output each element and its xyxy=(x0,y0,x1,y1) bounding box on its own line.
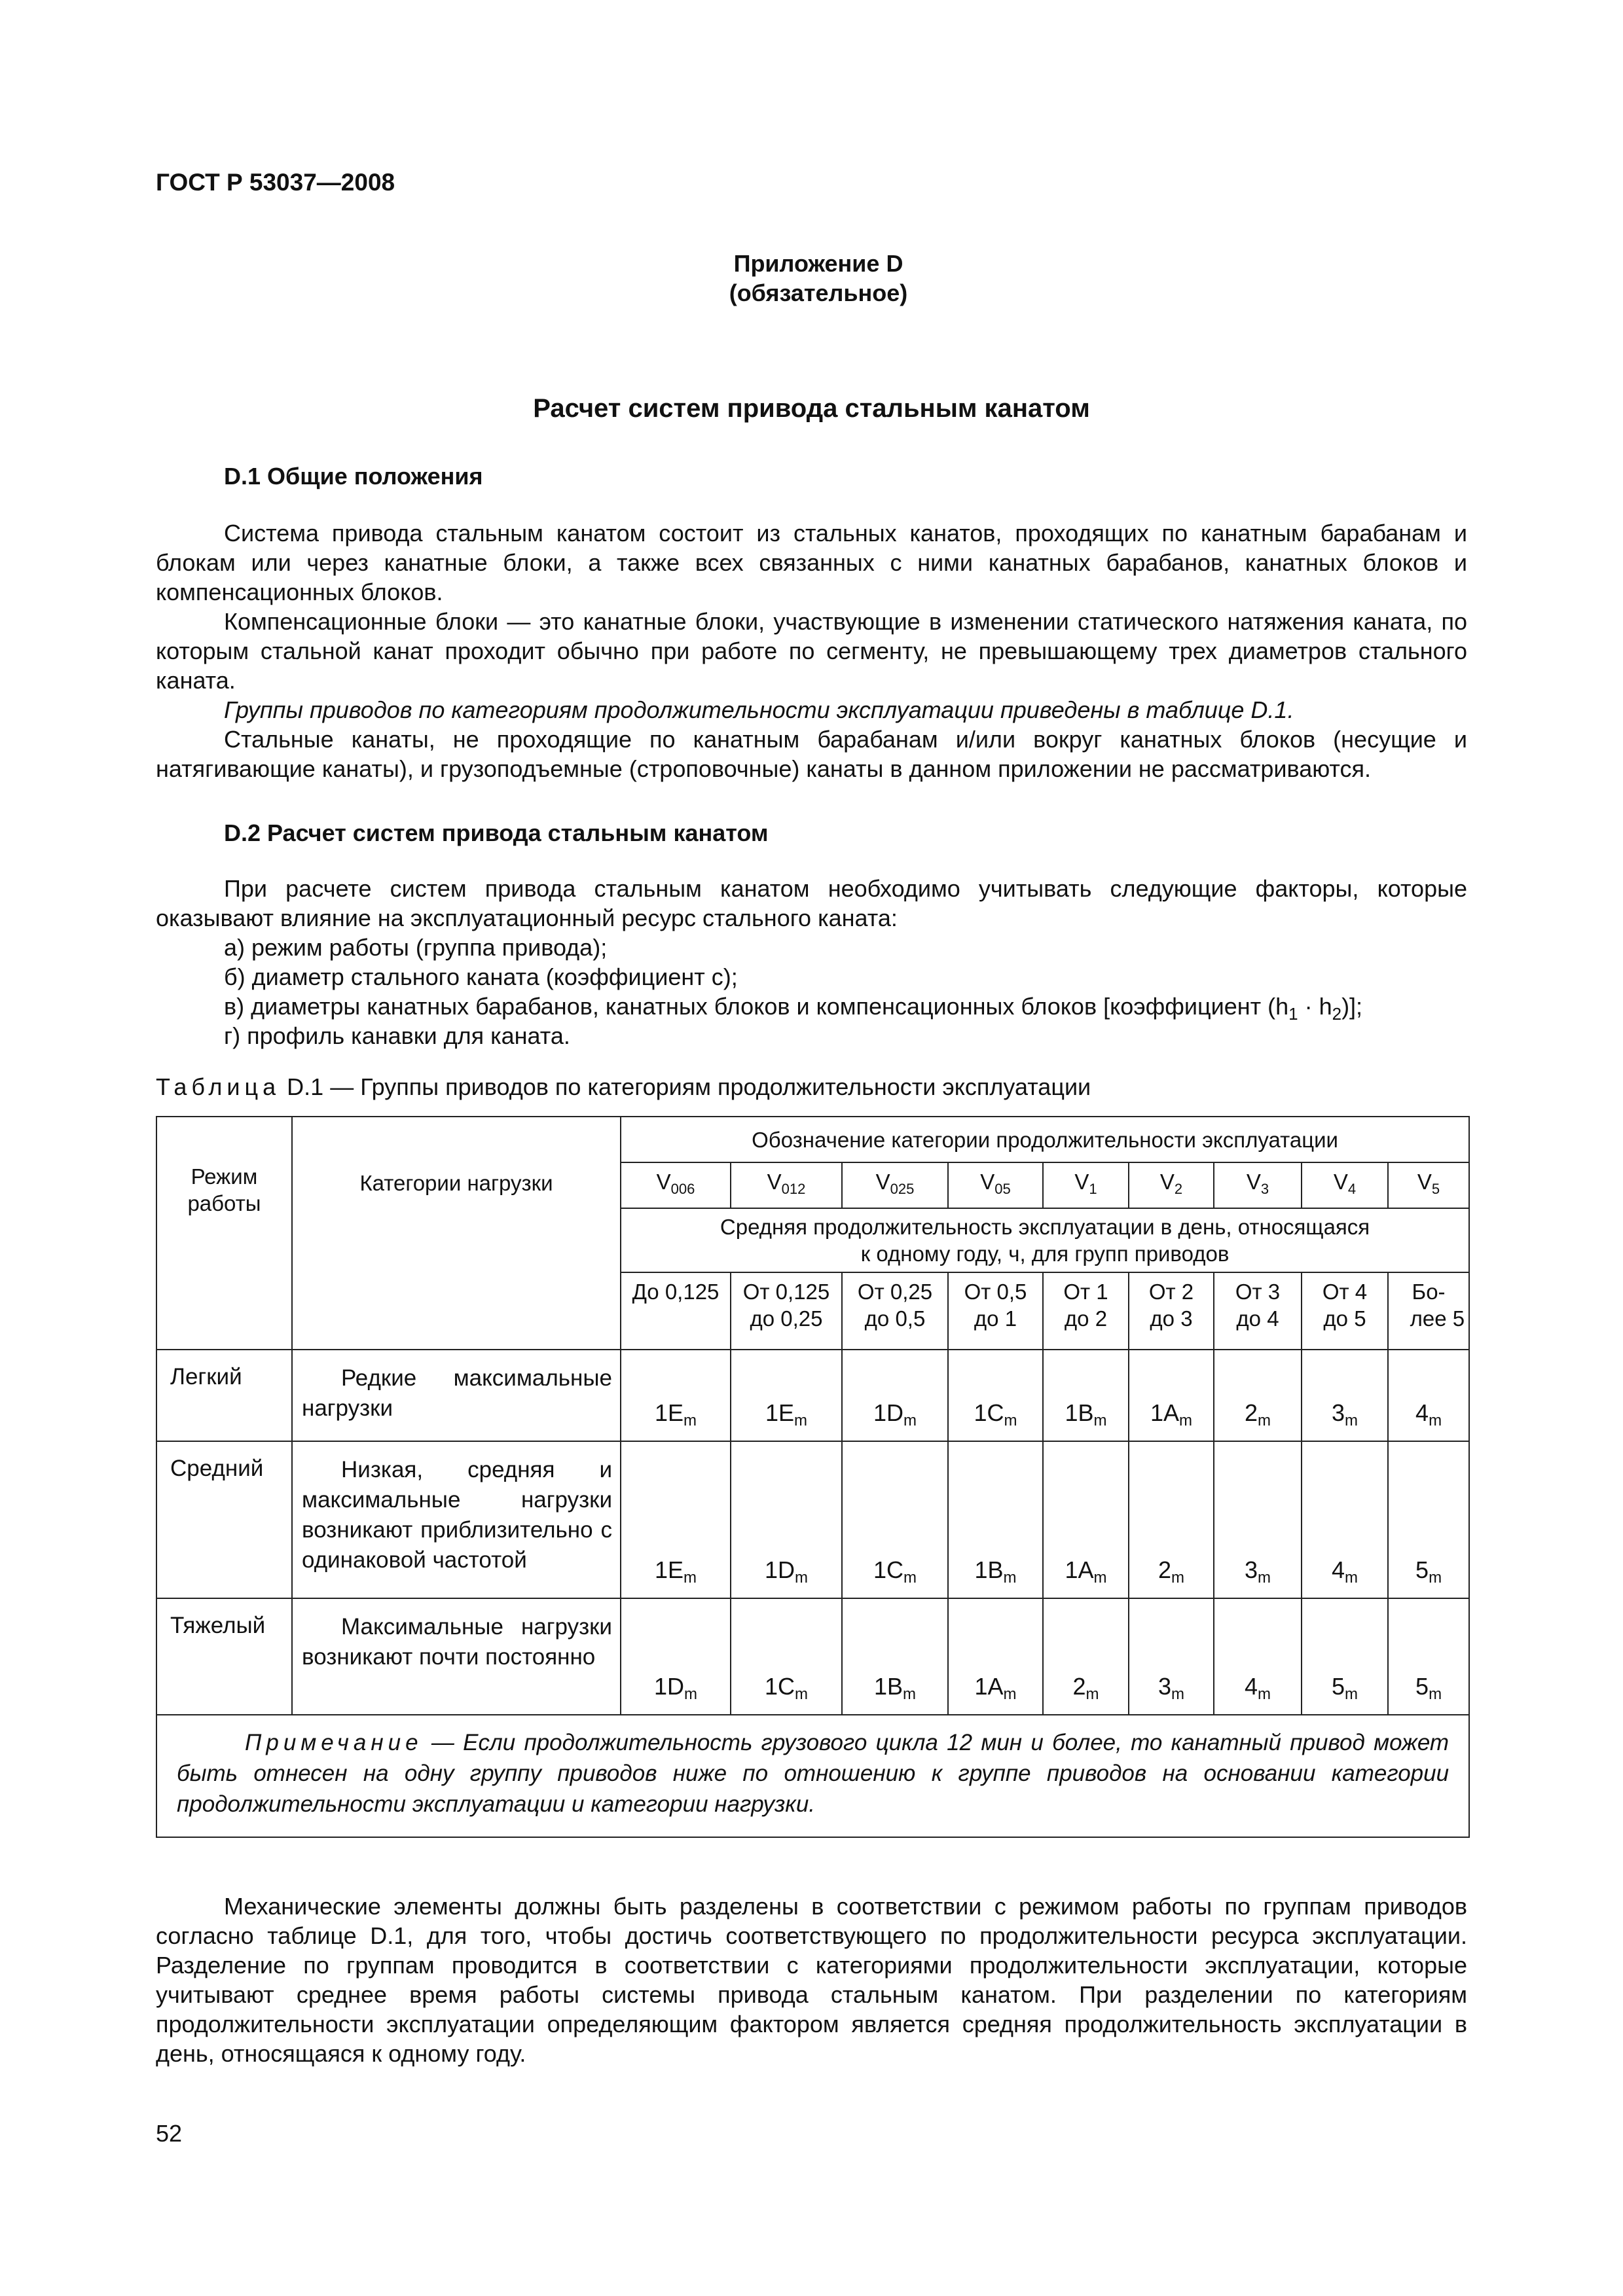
group-sub: m xyxy=(1003,1685,1017,1703)
duration-line1: От 1 xyxy=(1063,1280,1108,1304)
group-base: 1E xyxy=(765,1399,795,1426)
group-base: 3 xyxy=(1244,1556,1258,1583)
duration-cell xyxy=(1388,1272,1469,1350)
group-cell xyxy=(1129,1441,1214,1598)
duration-cell xyxy=(1129,1272,1214,1350)
class-header-cell xyxy=(1214,1162,1302,1208)
group-base: 1D xyxy=(764,1556,795,1583)
paragraph: При расчете систем привода стальным канатом необходимо учитывать следующие факторы, которые оказывают влияние на эксплуатационный ресурс стального каната: xyxy=(156,875,1467,931)
mode-cell: Легкий xyxy=(156,1350,292,1441)
group-base: 1D xyxy=(873,1399,904,1426)
table-d1 xyxy=(156,1116,1470,1838)
duration-cell xyxy=(842,1272,948,1350)
duration-cell xyxy=(1302,1272,1388,1350)
class-header-cell xyxy=(1129,1162,1214,1208)
note-text: — Если продолжительность грузового цикла 12 мин и более, то канатный привод может быть отнесен на одну группу приводов ниже по отношению к группе приводов на основании категории продолжительности эксплуатации и категории нагрузки. xyxy=(177,1730,1450,1817)
closing-paragraph-block xyxy=(156,1892,1467,2068)
group-sub: m xyxy=(684,1685,698,1703)
group-sub: m xyxy=(1179,1412,1193,1429)
list-item-c-mid: · h xyxy=(1298,993,1332,1020)
list-item-c-sub2: 2 xyxy=(1332,1004,1342,1024)
class-header-cell xyxy=(621,1162,731,1208)
group-base: 1C xyxy=(873,1556,904,1583)
group-cell xyxy=(948,1598,1043,1715)
group-cell xyxy=(621,1441,731,1598)
table-caption-label: Таблица xyxy=(156,1073,281,1100)
category-text: Редкие максимальные нагрузки xyxy=(302,1365,612,1421)
group-base: 2 xyxy=(1072,1673,1086,1700)
class-sub: 025 xyxy=(890,1181,915,1197)
group-base: 1D xyxy=(653,1673,685,1700)
group-sub: m xyxy=(1258,1412,1271,1429)
group-cell xyxy=(1043,1350,1129,1441)
category-cell xyxy=(292,1598,621,1715)
duration-line2: до 4 xyxy=(1236,1306,1279,1331)
column-header-category: Категории нагрузки xyxy=(292,1117,621,1350)
group-sub: m xyxy=(1085,1685,1099,1703)
paragraph: Компенсационные блоки — это канатные блоки, участвующие в изменении статического натяжения каната, по которым стальной канат проходит обычно при работе по сегменту, не превышающему трех диаметров стального каната. xyxy=(156,608,1467,694)
group-sub: m xyxy=(1345,1569,1359,1587)
class-sub: 006 xyxy=(670,1181,695,1197)
list-item-d: г) профиль канавки для каната. xyxy=(224,1022,570,1049)
duration-line1: От 4 xyxy=(1322,1280,1368,1304)
duration-cell xyxy=(621,1272,731,1350)
class-sub: 4 xyxy=(1347,1181,1357,1197)
paragraph: Система привода стальным канатом состоит из стальных канатов, проходящих по канатным барабанам и блокам или через канатные блоки, а также всех связанных с ними канатных барабанов, канатных блоков и компенсационных блоков. xyxy=(156,520,1467,605)
group-sub: m xyxy=(795,1569,809,1587)
group-base: 1B xyxy=(873,1673,903,1700)
class-sub: 1 xyxy=(1089,1181,1097,1197)
group-base: 2 xyxy=(1158,1556,1172,1583)
group-base: 1C xyxy=(974,1399,1004,1426)
table-row xyxy=(156,1350,1469,1441)
group-sub: m xyxy=(1345,1412,1359,1429)
note-label: Примечание xyxy=(245,1730,423,1755)
group-sub: m xyxy=(903,1685,917,1703)
mode-cell: Средний xyxy=(156,1441,292,1598)
class-base: V xyxy=(1159,1170,1175,1194)
group-base: 3 xyxy=(1331,1399,1345,1426)
group-base: 5 xyxy=(1415,1673,1429,1700)
group-base: 1A xyxy=(974,1673,1004,1700)
group-cell xyxy=(1129,1350,1214,1441)
class-sub: 05 xyxy=(994,1181,1011,1197)
class-header-cell xyxy=(1302,1162,1388,1208)
duration-line1: От 2 xyxy=(1148,1280,1194,1304)
class-header-cell xyxy=(731,1162,842,1208)
closing-paragraph: Механические элементы должны быть разделены в соответствии с режимом работы по группам приводов согласно таблице D.1, для того, чтобы достичь соответствующего по продолжительности ресурса эксплуатации. Разделение по группам проводится в соответствии с категориями продолжительности эксплуатации, которые учитывают среднее время работы системы привода стальным канатом. При разделении по категориям продолжительности эксплуатации определяющим фактором является средняя продолжительность эксплуатации в день, относящаяся к одному году. xyxy=(156,1893,1467,2067)
group-cell xyxy=(731,1598,842,1715)
group-sub: m xyxy=(1093,1412,1107,1429)
duration-line1: Бо- xyxy=(1412,1280,1446,1304)
table-row xyxy=(156,1598,1469,1715)
section-d1-body xyxy=(156,518,1467,783)
group-cell xyxy=(842,1441,948,1598)
duration-line2: до 5 xyxy=(1323,1306,1366,1331)
group-cell xyxy=(621,1350,731,1441)
group-base: 1B xyxy=(1065,1399,1094,1426)
group-base: 1E xyxy=(654,1556,684,1583)
group-sub: m xyxy=(795,1685,809,1703)
paragraph-italic: Группы приводов по категориям продолжительности эксплуатации приведены в таблице D.1. xyxy=(224,696,1294,723)
class-header-cell xyxy=(842,1162,948,1208)
class-sub: 012 xyxy=(781,1181,806,1197)
table-caption-text: D.1 — Группы приводов по категориям продолжительности эксплуатации xyxy=(287,1073,1091,1100)
group-sub: m xyxy=(1258,1685,1271,1703)
group-base: 1A xyxy=(1150,1399,1180,1426)
group-cell xyxy=(731,1350,842,1441)
group-sub: m xyxy=(1171,1569,1185,1587)
group-sub: m xyxy=(1093,1569,1107,1587)
group-cell xyxy=(1388,1441,1469,1598)
group-cell xyxy=(948,1441,1043,1598)
group-sub: m xyxy=(903,1569,917,1587)
group-cell xyxy=(621,1598,731,1715)
group-cell xyxy=(1214,1350,1302,1441)
list-item-c-end: )]; xyxy=(1341,993,1363,1020)
class-base: V xyxy=(1246,1170,1261,1194)
group-sub: m xyxy=(1003,1569,1017,1587)
group-cell xyxy=(1043,1441,1129,1598)
duration-line1: От 0,125 xyxy=(742,1280,830,1304)
list-item-b: б) диаметр стального каната (коэффициент c); xyxy=(224,963,738,990)
appendix-title: Приложение D xyxy=(733,250,903,277)
class-base: V xyxy=(1417,1170,1432,1194)
class-header-cell xyxy=(948,1162,1043,1208)
class-base: V xyxy=(980,1170,995,1194)
group-sub: m xyxy=(1429,1685,1442,1703)
class-base: V xyxy=(875,1170,890,1194)
group-base: 4 xyxy=(1244,1673,1258,1700)
duration-line2: до 0,5 xyxy=(864,1306,926,1331)
group-sub: m xyxy=(1345,1685,1359,1703)
category-cell xyxy=(292,1350,621,1441)
group-sub: m xyxy=(684,1412,697,1429)
duration-line1: От 0,5 xyxy=(964,1280,1027,1304)
class-header-cell xyxy=(1043,1162,1129,1208)
class-sub: 3 xyxy=(1260,1181,1269,1197)
list-item-a: а) режим работы (группа привода); xyxy=(224,934,608,961)
group-sub: m xyxy=(684,1569,697,1587)
category-text: Низкая, средняя и максимальные нагрузки возникают приблизительно с одинаковой частотой xyxy=(302,1457,612,1573)
duration-cell xyxy=(1043,1272,1129,1350)
duration-line1: От 0,25 xyxy=(857,1280,933,1304)
duration-line2: до 0,25 xyxy=(750,1306,823,1331)
section-d2-intro xyxy=(156,874,1467,933)
group-base: 1E xyxy=(654,1399,684,1426)
class-base: V xyxy=(767,1170,782,1194)
group-base: 1B xyxy=(974,1556,1004,1583)
group-base: 4 xyxy=(1331,1556,1345,1583)
group-base: 5 xyxy=(1415,1556,1429,1583)
table-row xyxy=(156,1441,1469,1598)
class-base: V xyxy=(1074,1170,1089,1194)
avg-duration-line1: Средняя продолжительность эксплуатации в день, относящаяся xyxy=(720,1215,1370,1239)
group-cell xyxy=(948,1350,1043,1441)
group-cell xyxy=(1043,1598,1129,1715)
class-base: V xyxy=(1333,1170,1348,1194)
group-cell xyxy=(1302,1350,1388,1441)
column-header-mode: Режим работы xyxy=(156,1117,292,1350)
duration-line2: до 2 xyxy=(1064,1306,1108,1331)
page-number: 52 xyxy=(156,2120,183,2147)
paragraph: Стальные канаты, не проходящие по канатным барабанам и/или вокруг канатных блоков (несущие и натягивающие канаты), и грузоподъемные (строповочные) канаты в данном приложении не рассматриваются. xyxy=(156,726,1467,782)
class-base: V xyxy=(656,1170,671,1194)
group-cell xyxy=(1214,1441,1302,1598)
duration-line2: до 1 xyxy=(974,1306,1017,1331)
section-heading-d2: D.2 Расчет систем привода стальным канатом xyxy=(224,819,769,846)
group-cell xyxy=(1129,1598,1214,1715)
group-cell xyxy=(1302,1441,1388,1598)
group-base: 2 xyxy=(1244,1399,1258,1426)
group-cell xyxy=(1214,1598,1302,1715)
group-sub: m xyxy=(1171,1685,1185,1703)
duration-cell xyxy=(1214,1272,1302,1350)
list-item-c-sub1: 1 xyxy=(1288,1004,1298,1024)
group-cell xyxy=(842,1598,948,1715)
group-cell xyxy=(1388,1350,1469,1441)
column-header-designation: Обозначение категории продолжительности эксплуатации xyxy=(621,1117,1469,1162)
list-item-c-text: в) диаметры канатных барабанов, канатных блоков и компенсационных блоков [коэффициент (h xyxy=(224,993,1289,1020)
group-base: 5 xyxy=(1331,1673,1345,1700)
group-sub: m xyxy=(1258,1569,1271,1587)
duration-line2: лее 5 xyxy=(1410,1306,1465,1331)
table-caption xyxy=(156,1072,1091,1102)
category-text: Максимальные нагрузки возникают почти постоянно xyxy=(302,1614,612,1670)
class-sub: 2 xyxy=(1174,1181,1183,1197)
group-base: 3 xyxy=(1158,1673,1172,1700)
category-cell xyxy=(292,1441,621,1598)
group-sub: m xyxy=(1004,1412,1017,1429)
group-base: 4 xyxy=(1415,1399,1429,1426)
group-cell xyxy=(1302,1598,1388,1715)
table-note xyxy=(156,1715,1469,1837)
section-heading-d1: D.1 Общие положения xyxy=(224,463,483,490)
duration-line1: От 3 xyxy=(1235,1280,1281,1304)
avg-duration-line2: к одному году, ч, для групп приводов xyxy=(860,1242,1230,1266)
group-sub: m xyxy=(1429,1569,1442,1587)
class-sub: 5 xyxy=(1431,1181,1440,1197)
group-cell xyxy=(731,1441,842,1598)
group-cell xyxy=(842,1350,948,1441)
duration-cell xyxy=(948,1272,1043,1350)
group-base: 1C xyxy=(764,1673,795,1700)
group-sub: m xyxy=(903,1412,917,1429)
column-header-avg-duration xyxy=(621,1208,1469,1272)
document-id: ГОСТ Р 53037—2008 xyxy=(156,169,395,196)
group-cell xyxy=(1388,1598,1469,1715)
appendix-status: (обязательное) xyxy=(729,279,908,306)
duration-line1: До 0,125 xyxy=(632,1280,720,1304)
mode-cell: Тяжелый xyxy=(156,1598,292,1715)
group-sub: m xyxy=(1429,1412,1442,1429)
duration-cell xyxy=(731,1272,842,1350)
group-base: 1A xyxy=(1065,1556,1094,1583)
group-sub: m xyxy=(794,1412,808,1429)
class-header-cell xyxy=(1388,1162,1469,1208)
duration-line2: до 3 xyxy=(1150,1306,1193,1331)
page-title: Расчет систем привода стальным канатом xyxy=(533,394,1090,423)
